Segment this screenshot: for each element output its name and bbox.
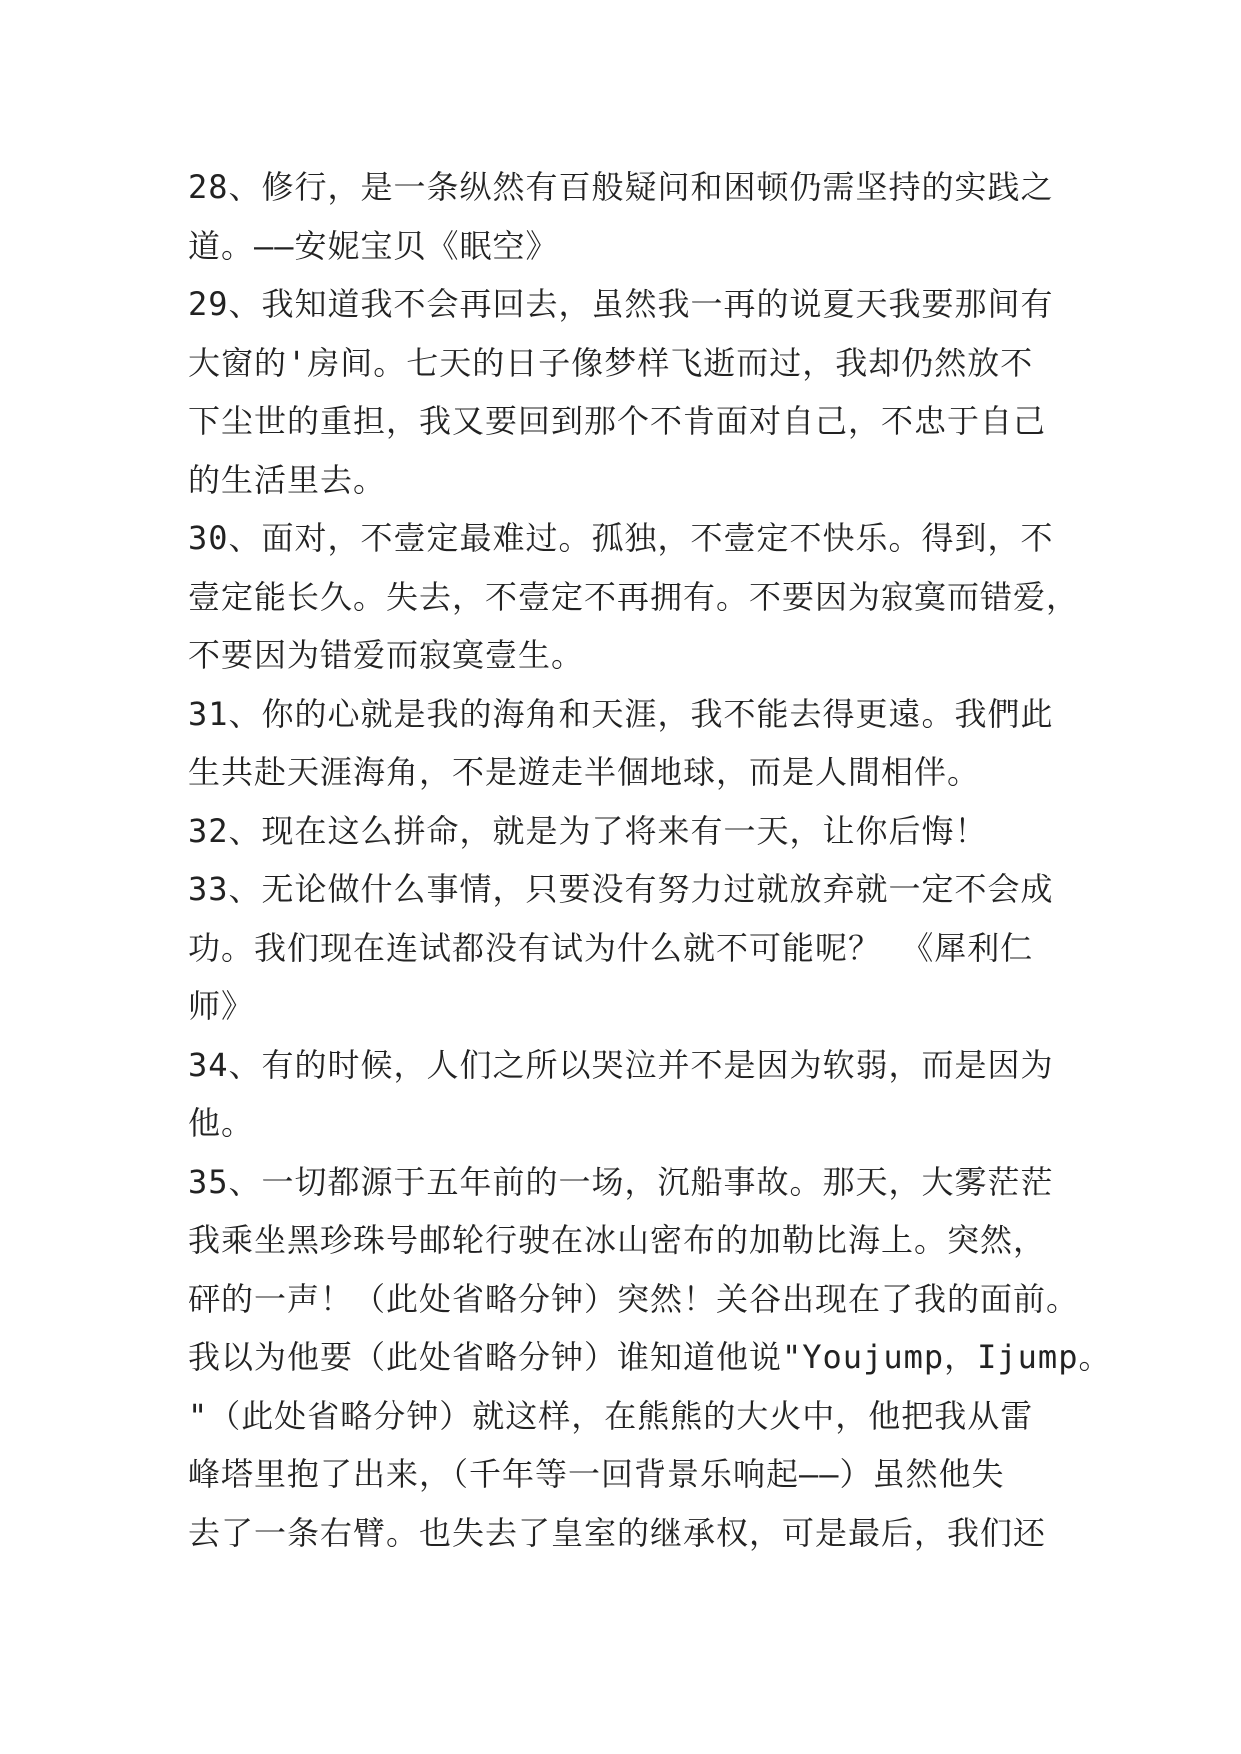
text-line: 生共赴天涯海角，不是遊走半個地球，而是人間相伴。 [188,753,981,791]
text-line: 不要因为错爱而寂寞壹生。 [188,636,585,674]
text-line: 去了一条右臂。也失去了皇室的继承权，可是最后，我们还 [188,1513,1047,1552]
text-line: 30、面对，不壹定最难过。孤独，不壹定不快乐。得到，不 [188,519,1054,557]
text-line: 31、你的心就是我的海角和天涯，我不能去得更遠。我們此 [188,694,1054,733]
text-line: 33、无论做什么事情，只要没有努力过就放弃就一定不会成 [188,870,1054,908]
text-line: 大窗的'房间。七天的日子像梦样飞逝而过，我却仍然放不 [188,343,1034,382]
text-line: 他。 [188,1104,255,1142]
text-line: 的生活里去。 [188,460,387,499]
text-line: 功。我们现在连试都没有试为什么就不可能呢？ 《犀利仁 [188,928,1034,967]
text-line: 34、有的时候，人们之所以哭泣并不是因为软弱，而是因为 [188,1045,1054,1084]
text-line: 28、修行，是一条纵然有百般疑问和困顿仍需坚持的实践之 [188,168,1054,206]
text-line: 道。——安妮宝贝《眠空》 [188,226,559,265]
text-line: 师》 [188,987,255,1025]
text-line: 32、现在这么拼命，就是为了将来有一天，让你后悔！ [188,811,988,850]
text-line: 我以为他要（此处省略分钟）谁知道他说"Youjump，Ijump。 [188,1338,1112,1376]
text-line: 我乘坐黑珍珠号邮轮行驶在冰山密布的加勒比海上。突然， [188,1221,1047,1259]
text-line: 29、我知道我不会再回去，虽然我一再的说夏天我要那间有 [188,285,1054,323]
text-line: 峰塔里抱了出来，（千年等一回背景乐响起——）虽然他失 [188,1455,1005,1493]
document-body [188,158,1112,1562]
text-line: 壹定能长久。失去，不壹定不再拥有。不要因为寂寞而错爱， [188,577,1080,616]
text-line: 35、一切都源于五年前的一场，沉船事故。那天，大雾茫茫 [188,1162,1054,1201]
text-line: 砰的一声！（此处省略分钟）突然！关谷出现在了我的面前。 [188,1279,1080,1318]
text-line: 下尘世的重担，我又要回到那个不肯面对自己，不忠于自己 [188,402,1047,440]
text-line: "（此处省略分钟）就这样，在熊熊的大火中，他把我从雷 [188,1396,1034,1435]
